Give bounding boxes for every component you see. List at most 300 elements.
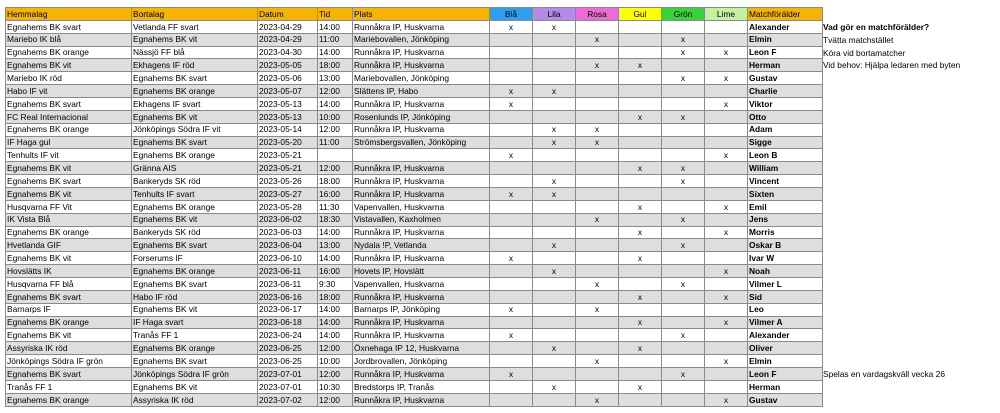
cell-home[interactable]: Husqvarna FF Vit (6, 200, 132, 213)
cell-mark-gul[interactable]: x (619, 316, 662, 329)
cell-mark-blue[interactable] (490, 290, 533, 303)
cell-mark-gron[interactable]: x (662, 213, 705, 226)
cell-mark-gul[interactable] (619, 188, 662, 201)
cell-home[interactable]: Egnahems BK svart (6, 368, 132, 381)
cell-home[interactable]: Egnahems BK orange (6, 226, 132, 239)
cell-mark-gron[interactable] (662, 123, 705, 136)
cell-mark-lila[interactable] (533, 393, 576, 406)
cell-time[interactable]: 14:00 (318, 46, 353, 59)
cell-mark-rosa[interactable]: x (576, 136, 619, 149)
cell-mark-gul[interactable] (619, 33, 662, 46)
cell-mark-gul[interactable] (619, 123, 662, 136)
cell-mark-gul[interactable]: x (619, 59, 662, 72)
cell-mark-lime[interactable] (705, 342, 748, 355)
cell-away[interactable]: Egnahems BK vit (132, 303, 258, 316)
cell-time[interactable]: 9:30 (318, 278, 353, 291)
cell-home[interactable]: Barnarps IF (6, 303, 132, 316)
cell-mark-lime[interactable] (705, 239, 748, 252)
cell-home[interactable]: Egnahems BK vit (6, 329, 132, 342)
cell-mark-lila[interactable]: x (533, 136, 576, 149)
cell-home[interactable]: Egnahems BK orange (6, 123, 132, 136)
cell-away[interactable]: Jönköpings Södra IF vit (132, 123, 258, 136)
cell-away[interactable]: Bankeryds SK röd (132, 175, 258, 188)
cell-mark-blue[interactable] (490, 265, 533, 278)
cell-time[interactable]: 11:00 (318, 136, 353, 149)
cell-mark-blue[interactable] (490, 136, 533, 149)
cell-parent[interactable]: Otto (748, 110, 823, 123)
cell-home[interactable]: Hvetlanda GIF (6, 239, 132, 252)
cell-time[interactable]: 14:00 (318, 316, 353, 329)
cell-mark-rosa[interactable] (576, 239, 619, 252)
cell-mark-blue[interactable] (490, 380, 533, 393)
cell-place[interactable]: Mariebovallen, Jönköping (353, 72, 490, 85)
cell-mark-lila[interactable] (533, 252, 576, 265)
cell-mark-blue[interactable] (490, 59, 533, 72)
cell-mark-blue[interactable] (490, 316, 533, 329)
cell-mark-lime[interactable] (705, 380, 748, 393)
cell-mark-gul[interactable]: x (619, 380, 662, 393)
cell-home[interactable]: Jönköpings Södra IF grön (6, 355, 132, 368)
cell-mark-gron[interactable]: x (662, 72, 705, 85)
cell-date[interactable]: 2023-05-06 (258, 72, 318, 85)
cell-mark-rosa[interactable] (576, 98, 619, 111)
cell-home[interactable]: Mariebo IK blå (6, 33, 132, 46)
cell-parent[interactable]: Gustav (748, 393, 823, 406)
cell-mark-lime[interactable] (705, 123, 748, 136)
cell-home[interactable]: Egnahems BK vit (6, 59, 132, 72)
cell-mark-gul[interactable] (619, 20, 662, 33)
cell-mark-gron[interactable] (662, 252, 705, 265)
cell-mark-blue[interactable] (490, 393, 533, 406)
cell-mark-blue[interactable] (490, 213, 533, 226)
cell-mark-blue[interactable] (490, 110, 533, 123)
cell-parent[interactable]: Oliver (748, 342, 823, 355)
cell-mark-lime[interactable] (705, 59, 748, 72)
cell-place[interactable]: Slättens IP, Habo (353, 85, 490, 98)
cell-home[interactable]: Egnahems BK svart (6, 290, 132, 303)
cell-mark-gul[interactable]: x (619, 342, 662, 355)
cell-place[interactable]: Runnåkra IP, Huskvarna (353, 368, 490, 381)
cell-parent[interactable]: Vilmer L (748, 278, 823, 291)
cell-mark-gul[interactable] (619, 393, 662, 406)
cell-mark-rosa[interactable]: x (576, 213, 619, 226)
cell-mark-blue[interactable]: x (490, 149, 533, 162)
cell-mark-blue[interactable] (490, 33, 533, 46)
cell-mark-lila[interactable] (533, 46, 576, 59)
cell-mark-lila[interactable]: x (533, 342, 576, 355)
cell-date[interactable]: 2023-06-17 (258, 303, 318, 316)
cell-mark-lila[interactable] (533, 278, 576, 291)
cell-time[interactable]: 18:00 (318, 175, 353, 188)
cell-date[interactable]: 2023-07-02 (258, 393, 318, 406)
cell-away[interactable]: Gränna AIS (132, 162, 258, 175)
cell-mark-gron[interactable]: x (662, 46, 705, 59)
cell-parent[interactable]: Oskar B (748, 239, 823, 252)
cell-date[interactable]: 2023-06-16 (258, 290, 318, 303)
cell-date[interactable]: 2023-04-29 (258, 20, 318, 33)
cell-mark-gul[interactable] (619, 213, 662, 226)
cell-place[interactable]: Barnarps IP, Jönköping (353, 303, 490, 316)
cell-place[interactable]: Runnåkra IP, Huskvarna (353, 188, 490, 201)
cell-away[interactable]: Ekhagens IF röd (132, 59, 258, 72)
cell-time[interactable]: 13:00 (318, 239, 353, 252)
cell-away[interactable]: Egnahems BK orange (132, 85, 258, 98)
cell-place[interactable]: Öxnehaga IP 12, Huskvarna (353, 342, 490, 355)
header-plats[interactable]: Plats (353, 8, 490, 21)
cell-mark-rosa[interactable] (576, 110, 619, 123)
cell-away[interactable]: Tranås FF 1 (132, 329, 258, 342)
cell-date[interactable]: 2023-05-05 (258, 59, 318, 72)
cell-place[interactable]: Bredstorps IP, Tranås (353, 380, 490, 393)
cell-mark-blue[interactable]: x (490, 303, 533, 316)
cell-parent[interactable]: Sigge (748, 136, 823, 149)
cell-mark-lila[interactable] (533, 98, 576, 111)
cell-away[interactable]: Ekhagens IF svart (132, 98, 258, 111)
cell-mark-blue[interactable] (490, 278, 533, 291)
header-lila[interactable]: Lila (533, 8, 576, 21)
cell-mark-gul[interactable] (619, 85, 662, 98)
cell-parent[interactable]: Leo (748, 303, 823, 316)
cell-time[interactable]: 14:00 (318, 303, 353, 316)
cell-mark-blue[interactable]: x (490, 329, 533, 342)
cell-away[interactable]: Jönköpings Södra IF grön (132, 368, 258, 381)
cell-parent[interactable]: William (748, 162, 823, 175)
cell-mark-gul[interactable] (619, 265, 662, 278)
header-lime[interactable]: Lime (705, 8, 748, 21)
cell-place[interactable]: Runnåkra IP, Huskvarna (353, 226, 490, 239)
cell-date[interactable]: 2023-06-04 (258, 239, 318, 252)
cell-date[interactable]: 2023-05-27 (258, 188, 318, 201)
cell-time[interactable]: 10:00 (318, 355, 353, 368)
cell-mark-lime[interactable]: x (705, 72, 748, 85)
cell-date[interactable]: 2023-06-18 (258, 316, 318, 329)
cell-mark-rosa[interactable]: x (576, 59, 619, 72)
cell-mark-lime[interactable] (705, 33, 748, 46)
cell-mark-blue[interactable] (490, 200, 533, 213)
cell-mark-lila[interactable]: x (533, 380, 576, 393)
cell-away[interactable]: Egnahems BK orange (132, 342, 258, 355)
cell-date[interactable]: 2023-06-10 (258, 252, 318, 265)
cell-time[interactable] (318, 149, 353, 162)
cell-mark-gul[interactable] (619, 303, 662, 316)
cell-time[interactable]: 10:00 (318, 110, 353, 123)
cell-home[interactable]: Egnahems BK orange (6, 46, 132, 59)
cell-parent[interactable]: Ivar W (748, 252, 823, 265)
cell-home[interactable]: Egnahems BK vit (6, 162, 132, 175)
header-datum[interactable]: Datum (258, 8, 318, 21)
cell-away[interactable]: Egnahems BK vit (132, 110, 258, 123)
cell-home[interactable]: Mariebo IK röd (6, 72, 132, 85)
cell-mark-lila[interactable]: x (533, 85, 576, 98)
cell-mark-blue[interactable] (490, 239, 533, 252)
cell-mark-blue[interactable] (490, 123, 533, 136)
cell-place[interactable]: Runnåkra IP, Huskvarna (353, 316, 490, 329)
cell-place[interactable]: Runnåkra IP, Huskvarna (353, 290, 490, 303)
cell-parent[interactable]: Charlie (748, 85, 823, 98)
cell-time[interactable]: 12:00 (318, 393, 353, 406)
cell-date[interactable]: 2023-06-11 (258, 265, 318, 278)
cell-parent[interactable]: Sixten (748, 188, 823, 201)
cell-place[interactable]: Runnåkra IP, Huskvarna (353, 98, 490, 111)
cell-mark-blue[interactable]: x (490, 252, 533, 265)
cell-parent[interactable]: Leon F (748, 46, 823, 59)
cell-mark-lila[interactable] (533, 200, 576, 213)
cell-place[interactable]: Hovets IP, Hovslätt (353, 265, 490, 278)
cell-place[interactable]: Mariebovallen, Jönköping (353, 33, 490, 46)
cell-mark-gron[interactable]: x (662, 278, 705, 291)
cell-date[interactable]: 2023-05-13 (258, 110, 318, 123)
cell-parent[interactable]: Leon B (748, 149, 823, 162)
cell-mark-lime[interactable] (705, 303, 748, 316)
cell-mark-gron[interactable] (662, 85, 705, 98)
cell-mark-gul[interactable] (619, 278, 662, 291)
cell-place[interactable] (353, 149, 490, 162)
cell-time[interactable]: 18:00 (318, 59, 353, 72)
cell-date[interactable]: 2023-05-07 (258, 85, 318, 98)
cell-place[interactable]: Strömsbergsvallen, Jönköping (353, 136, 490, 149)
cell-mark-rosa[interactable]: x (576, 278, 619, 291)
cell-place[interactable]: Runnåkra IP, Huskvarna (353, 329, 490, 342)
cell-date[interactable]: 2023-05-26 (258, 175, 318, 188)
header-bla[interactable]: Blå (490, 8, 533, 21)
cell-mark-lime[interactable] (705, 278, 748, 291)
cell-away[interactable]: Habo IF röd (132, 290, 258, 303)
cell-mark-gron[interactable] (662, 265, 705, 278)
cell-place[interactable]: Vapenvallen, Huskvarna (353, 200, 490, 213)
cell-mark-lila[interactable] (533, 303, 576, 316)
cell-mark-gron[interactable] (662, 20, 705, 33)
cell-date[interactable]: 2023-06-02 (258, 213, 318, 226)
cell-mark-lime[interactable] (705, 20, 748, 33)
cell-mark-gron[interactable] (662, 136, 705, 149)
cell-mark-gron[interactable]: x (662, 33, 705, 46)
cell-time[interactable]: 11:30 (318, 200, 353, 213)
cell-mark-gul[interactable]: x (619, 162, 662, 175)
cell-away[interactable]: Egnahems BK svart (132, 355, 258, 368)
cell-mark-rosa[interactable]: x (576, 393, 619, 406)
cell-mark-rosa[interactable] (576, 380, 619, 393)
cell-mark-lime[interactable] (705, 110, 748, 123)
cell-place[interactable]: Runnåkra IP, Huskvarna (353, 59, 490, 72)
cell-mark-rosa[interactable] (576, 149, 619, 162)
cell-mark-gul[interactable] (619, 239, 662, 252)
cell-place[interactable]: Runnåkra IP, Huskvarna (353, 162, 490, 175)
cell-parent[interactable]: Sid (748, 290, 823, 303)
cell-home[interactable]: Tranås FF 1 (6, 380, 132, 393)
cell-place[interactable]: Vistavallen, Kaxholmen (353, 213, 490, 226)
cell-mark-rosa[interactable] (576, 175, 619, 188)
cell-away[interactable]: Vetlanda FF svart (132, 20, 258, 33)
cell-mark-gul[interactable] (619, 355, 662, 368)
cell-parent[interactable]: Alexander (748, 329, 823, 342)
cell-home[interactable]: Egnahems BK vit (6, 188, 132, 201)
cell-home[interactable]: Egnahems BK vit (6, 252, 132, 265)
cell-time[interactable]: 14:00 (318, 226, 353, 239)
cell-mark-gron[interactable]: x (662, 175, 705, 188)
cell-time[interactable]: 12:00 (318, 368, 353, 381)
cell-away[interactable]: Egnahems BK orange (132, 149, 258, 162)
cell-home[interactable]: Egnahems BK svart (6, 20, 132, 33)
cell-mark-gul[interactable] (619, 98, 662, 111)
cell-date[interactable]: 2023-05-28 (258, 200, 318, 213)
cell-mark-rosa[interactable] (576, 162, 619, 175)
cell-mark-rosa[interactable] (576, 252, 619, 265)
cell-parent[interactable]: Emil (748, 200, 823, 213)
cell-place[interactable]: Vapenvallen, Huskvarna (353, 278, 490, 291)
cell-mark-gul[interactable] (619, 368, 662, 381)
cell-mark-gul[interactable] (619, 46, 662, 59)
header-gron[interactable]: Grön (662, 8, 705, 21)
cell-mark-gron[interactable]: x (662, 239, 705, 252)
cell-mark-blue[interactable] (490, 46, 533, 59)
cell-mark-lime[interactable] (705, 329, 748, 342)
cell-mark-rosa[interactable] (576, 226, 619, 239)
cell-time[interactable]: 12:00 (318, 342, 353, 355)
cell-mark-lila[interactable] (533, 368, 576, 381)
cell-mark-lime[interactable] (705, 136, 748, 149)
cell-away[interactable]: Nässjö FF blå (132, 46, 258, 59)
cell-mark-lila[interactable]: x (533, 175, 576, 188)
cell-parent[interactable]: Noah (748, 265, 823, 278)
cell-mark-rosa[interactable] (576, 72, 619, 85)
cell-mark-gron[interactable] (662, 59, 705, 72)
cell-place[interactable]: Rosenlunds IP, Jönköping (353, 110, 490, 123)
cell-mark-blue[interactable] (490, 355, 533, 368)
cell-mark-rosa[interactable] (576, 200, 619, 213)
cell-mark-gron[interactable]: x (662, 110, 705, 123)
header-gul[interactable]: Gul (619, 8, 662, 21)
cell-mark-rosa[interactable]: x (576, 33, 619, 46)
cell-mark-lime[interactable] (705, 162, 748, 175)
cell-mark-lila[interactable] (533, 213, 576, 226)
cell-date[interactable]: 2023-05-13 (258, 98, 318, 111)
cell-mark-rosa[interactable] (576, 188, 619, 201)
cell-home[interactable]: Husqvarna FF blå (6, 278, 132, 291)
cell-mark-lime[interactable]: x (705, 149, 748, 162)
cell-away[interactable]: Egnahems BK svart (132, 136, 258, 149)
header-tid[interactable]: Tid (318, 8, 353, 21)
cell-time[interactable]: 10:30 (318, 380, 353, 393)
cell-mark-blue[interactable]: x (490, 85, 533, 98)
cell-away[interactable]: Egnahems BK orange (132, 265, 258, 278)
cell-time[interactable]: 18:00 (318, 290, 353, 303)
cell-mark-gron[interactable] (662, 149, 705, 162)
cell-mark-lime[interactable]: x (705, 98, 748, 111)
cell-mark-lime[interactable] (705, 175, 748, 188)
cell-mark-lila[interactable]: x (533, 188, 576, 201)
cell-mark-gron[interactable]: x (662, 329, 705, 342)
cell-home[interactable]: Egnahems BK svart (6, 98, 132, 111)
cell-place[interactable]: Nydala !P, Vetlanda (353, 239, 490, 252)
cell-home[interactable]: Assyriska IK röd (6, 342, 132, 355)
cell-mark-rosa[interactable] (576, 368, 619, 381)
cell-home[interactable]: Hovslätts IK (6, 265, 132, 278)
cell-mark-blue[interactable]: x (490, 20, 533, 33)
header-rosa[interactable]: Rosa (576, 8, 619, 21)
cell-away[interactable]: Egnahems BK vit (132, 213, 258, 226)
header-matchforalder[interactable]: Matchförälder (748, 8, 823, 21)
cell-time[interactable]: 11:00 (318, 33, 353, 46)
cell-parent[interactable]: Alexander (748, 20, 823, 33)
cell-home[interactable]: IK Vista Blå (6, 213, 132, 226)
cell-place[interactable]: Runnåkra IP, Huskvarna (353, 393, 490, 406)
cell-mark-rosa[interactable] (576, 20, 619, 33)
cell-mark-gron[interactable] (662, 226, 705, 239)
cell-time[interactable]: 16:00 (318, 265, 353, 278)
cell-date[interactable]: 2023-05-20 (258, 136, 318, 149)
cell-mark-lime[interactable]: x (705, 290, 748, 303)
cell-mark-lila[interactable] (533, 355, 576, 368)
cell-home[interactable]: Egnahems BK orange (6, 393, 132, 406)
cell-mark-gul[interactable] (619, 149, 662, 162)
cell-mark-blue[interactable] (490, 342, 533, 355)
cell-mark-rosa[interactable] (576, 265, 619, 278)
cell-date[interactable]: 2023-07-01 (258, 368, 318, 381)
cell-mark-lime[interactable] (705, 188, 748, 201)
cell-time[interactable]: 16:00 (318, 188, 353, 201)
cell-date[interactable]: 2023-06-24 (258, 329, 318, 342)
cell-mark-gron[interactable] (662, 98, 705, 111)
cell-parent[interactable]: Morris (748, 226, 823, 239)
cell-place[interactable]: Jordbrovallen, Jönköping (353, 355, 490, 368)
cell-mark-gul[interactable] (619, 175, 662, 188)
cell-mark-lila[interactable] (533, 149, 576, 162)
cell-mark-lime[interactable] (705, 368, 748, 381)
cell-date[interactable]: 2023-06-11 (258, 278, 318, 291)
cell-mark-gron[interactable] (662, 355, 705, 368)
cell-mark-lime[interactable] (705, 213, 748, 226)
cell-away[interactable]: Forserums IF (132, 252, 258, 265)
cell-date[interactable]: 2023-06-25 (258, 342, 318, 355)
cell-time[interactable]: 14:00 (318, 20, 353, 33)
cell-time[interactable]: 12:00 (318, 162, 353, 175)
cell-date[interactable]: 2023-05-21 (258, 149, 318, 162)
cell-home[interactable]: Habo IF vit (6, 85, 132, 98)
cell-mark-lime[interactable]: x (705, 393, 748, 406)
cell-mark-lila[interactable]: x (533, 265, 576, 278)
cell-place[interactable]: Runnåkra IP, Huskvarna (353, 252, 490, 265)
cell-home[interactable]: FC Real Internacional (6, 110, 132, 123)
cell-mark-lila[interactable] (533, 110, 576, 123)
cell-date[interactable]: 2023-06-03 (258, 226, 318, 239)
cell-mark-lila[interactable]: x (533, 239, 576, 252)
cell-mark-rosa[interactable] (576, 290, 619, 303)
cell-date[interactable]: 2023-04-29 (258, 33, 318, 46)
cell-place[interactable]: Runnåkra IP, Huskvarna (353, 46, 490, 59)
cell-away[interactable]: Assyriska IK röd (132, 393, 258, 406)
cell-mark-lime[interactable]: x (705, 200, 748, 213)
cell-mark-blue[interactable] (490, 175, 533, 188)
cell-mark-gron[interactable]: x (662, 368, 705, 381)
cell-mark-gron[interactable]: x (662, 162, 705, 175)
cell-parent[interactable]: Adam (748, 123, 823, 136)
cell-mark-gron[interactable] (662, 316, 705, 329)
cell-mark-gul[interactable] (619, 136, 662, 149)
cell-mark-gron[interactable] (662, 393, 705, 406)
cell-mark-lila[interactable] (533, 33, 576, 46)
cell-mark-gul[interactable]: x (619, 200, 662, 213)
cell-time[interactable]: 12:00 (318, 85, 353, 98)
cell-mark-gron[interactable] (662, 290, 705, 303)
cell-mark-gron[interactable] (662, 303, 705, 316)
cell-parent[interactable]: Jens (748, 213, 823, 226)
cell-date[interactable]: 2023-05-21 (258, 162, 318, 175)
cell-parent[interactable]: Herman (748, 59, 823, 72)
cell-parent[interactable]: Gustav (748, 72, 823, 85)
cell-mark-gron[interactable] (662, 342, 705, 355)
cell-place[interactable]: Runnåkra IP, Huskvarna (353, 123, 490, 136)
cell-mark-lila[interactable] (533, 329, 576, 342)
